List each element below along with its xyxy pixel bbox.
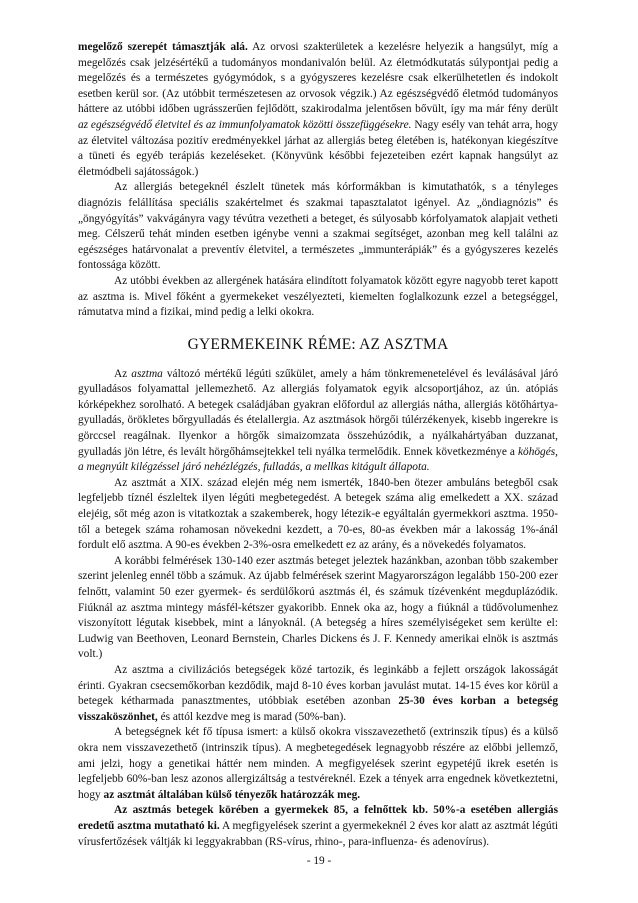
bold-text: 25-30 éves korban a betegség visszaköszönhet,	[78, 695, 558, 723]
paragraph-2: Az allergiás betegeknél észlelt tünetek más kórformákban is kimutathatók, s a tényleges diagnózis felállítása speciális szakértelmet és szakmai tapasztalatot igényel. Az „öndiagnózis” és „öngyógyítás” vakvágányra vagy tévútra vezetheti a beteget, és súlyosabb kórfolyamatok alapjait vetheti meg. Célszerű tehát minden esetben igénybe venni a szakmai segítséget, azonban meg kell találni az egészséges határvonalat a preventív életvitel, a természetes „immunterápiák” és a gyógyszeres kezelés fontossága között.	[78, 181, 558, 272]
paragraph-text: A megfigyelések szerint a gyermekeknél 2 éves kor alatt az asztmát légúti vírusfertőzések váltják ki leggyakrabban (RS-vírus, rhino-, para-influenza- és adenovírus).	[78, 819, 558, 848]
bold-text: megelőző szerepét támasztják alá.	[78, 41, 248, 53]
bold-text: Az asztmás betegek körében a gyermekek 85, a felnőttek kb. 50%-a esetében allergiás eredetű asztma mutatható ki.	[78, 804, 558, 832]
bold-text: az asztmát általában külső tényezők határozzák meg.	[103, 788, 361, 801]
paragraph-text: változó mértékű légúti szűkület, amely a hám tönkremenetelével és leválásával járó gyulladásos folyamattal jellemezhető. Az allergiás folyamatok egyik alcsoportjához, az ún. atópiás kórképekhez sorolható. A betegek családjában gyakran előfordul az allergiás nátha, allergiás kötőhártya-gyulladás, örökletes bőrgyulladás és ételallergia. Az asztmások hörgői túlérzékenyek, kisebb ingerekre is görccsel reagálnak. Ilyenkor a hörgők simaizomzata összehúzódik, a nyálkahártyában duzzanat, gyulladás jön létre, és levált hörgőhámsejtekkel teli nyálka termelődik. Ennek következménye a	[78, 367, 558, 458]
paragraph-7	[78, 663, 558, 725]
section-heading: GYERMEKEINK RÉME: AZ ASZTMA	[187, 335, 449, 353]
paragraph-text: Az asztma a civilizációs betegségek közé tartozik, és leginkább a fejlett országok lakosságát érinti. Gyakran csecsemőkorban kezdődik, majd 8-10 éves korban javulást mutat. 14-15 éves kor körül a betegek kétharmada panasztmentes, utóbbiak esetében azonban	[78, 663, 558, 708]
paragraph-9	[78, 803, 558, 850]
paragraph-1	[78, 40, 558, 180]
paragraph-5: Az asztmát a XIX. század elején még nem ismerték, 1840-ben ötezer ambuláns betegből csak legfeljebb tíznél észleltek ilyen légúti megbetegedést. A betegek száma alig emelkedett a XX. század elejéig, sőt még azon is vitatkoztak a szakemberek, hogy létezik-e egyáltalán gyermekkori asztma. 1950-től a betegek száma rohamosan növekedni kezdett, a 70-es, 80-as években már a lakosság 1%-ánál fordult elő asztma. A 90-es években 2-3%-osra emelkedett ez az arány, és a növekedés folyamatos.	[78, 476, 558, 552]
paragraph-text: és attól kezdve meg is marad (50%-ban).	[157, 710, 347, 723]
paragraph-4	[78, 367, 558, 476]
italic-text: asztma	[131, 367, 163, 380]
page-body	[78, 40, 558, 850]
paragraph-3: Az utóbbi években az allergének hatására elindított folyamatok között egyre nagyobb teret kapott az asztma is. Mivel főként a gyermekeket veszélyezteti, kiemelten foglalkozunk ezzel a betegséggel, rámutatva mind a fizikai, mind pedig a lelki okokra.	[78, 274, 558, 319]
italic-text: köhögés, a megnyúlt kilégzéssel járó nehézlégzés, fulladás, a mellkas kitágult állapota.	[78, 445, 558, 474]
paragraph-text: Nagy esély van tehát arra, hogy az életvitel változása pozitív eredményekkel járhat az allergiás beteg életében is, hatékonyan kiegészítve a tüneti és egyéb terápiás kezeléseket. (Könyvünk későbbi fejezeteiben ezért kapnak hangsúlyt az életmódbeli sajátosságok.)	[78, 118, 559, 178]
italic-text: az egészségvédő életvitel és az immunfolyamatok közötti összefüggésekre.	[78, 118, 412, 131]
paragraph-6: A korábbi felmérések 130-140 ezer asztmás beteget jeleztek hazánkban, azonban több szakember szerint jelenleg ennél több a számuk. Az újabb felmérések szerint Magyarországon legalább 150-200 ezer felnőtt, valamint 50 ezer gyermek- és serdülőkorú asztmás él, és számuk tízévenként megduplázódik. Fiúknál az asztma mintegy másfél-kétszer gyakoribb. Ennek oka az, hogy a fiúknál a tüdővolumenhez viszonyított légutak kisebbek, mint a lányoknál. (A betegség a híres személyiségeket sem kerülte el: Ludwig van Beethoven, Leonard Bernstein, Charles Dickens és J. F. Kennedy amerikai elnök is asztmás volt.)	[78, 554, 558, 661]
page-number: - 19 -	[306, 855, 332, 867]
paragraph-text: Az	[114, 367, 132, 380]
paragraph-text: A betegségnek két fő típusa ismert: a külső okokra visszavezethető (extrinszik típus) és a külső okra nem visszavezethető (intrinszik típus). A megbetegedések legnagyobb részére az előbbi jellemző, ami jelzi, hogy a genetikai háttér nem minden. A megfigyelések szerint egypetéjű ikrek esetén is legfeljebb 60%-ban lesz azonos allergizáltság a testvéreknél. Ezek a tények arra engednek következtetni, hogy	[78, 726, 558, 801]
paragraph-8	[78, 725, 558, 803]
paragraph-text: Az orvosi szakterületek a kezelésre helyezik a hangsúlyt, míg a megelőzés csak jelzésértékű a tudományos mondanivalón belül. Az életmódkutatás súlypontjai pedig a megelőzés és a természetes gyógymódok, s a gyógyszeres kezelésre csak elkerülhetetlen és indokolt esetben kerül sor. (Az utóbbit természetesen az orvosok végzik.) Az egészségvédő életmód tudományos háttere az utóbbi időben ugrásszerűen fejlődött, szakirodalma jelentősen bővült, így ma már fény derült	[78, 41, 558, 116]
